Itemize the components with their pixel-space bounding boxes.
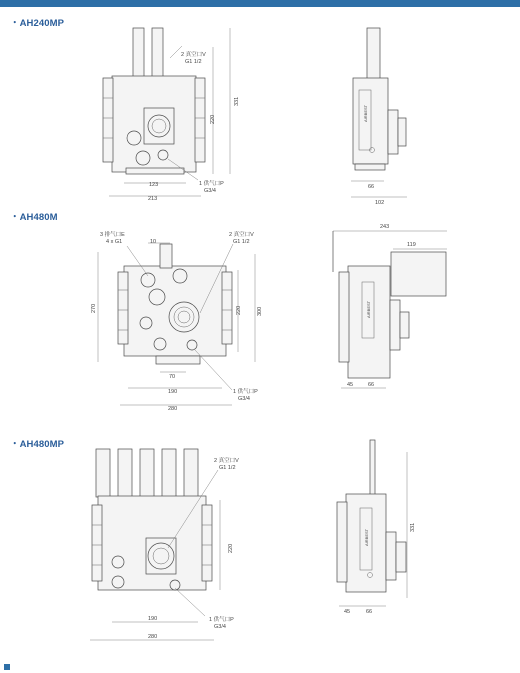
ah480m-dim-10: 10: [150, 239, 157, 245]
ah480m-exhaust-e-label: 3 排气口E: [100, 232, 125, 238]
ah480mp-dim-280: 280: [148, 634, 158, 640]
ah480mp-side-dim-66: 66: [366, 609, 373, 615]
ah480m-dim-70: 70: [169, 374, 176, 380]
page-corner-mark: [4, 664, 10, 670]
ah240mp-front-view: [103, 28, 240, 202]
section-title-ah480mp: ・AH480MP: [10, 439, 65, 450]
ah480m-supply-port-label: 1 供气口P: [233, 389, 258, 395]
ah480m-side-brand: AIRBEST: [366, 300, 371, 318]
ah480mp-supply-thread-label: G3/4: [214, 624, 226, 630]
ah240mp-side-dim-66: 66: [368, 184, 375, 190]
ah480m-side-dim-45: 45: [347, 382, 354, 388]
ah240mp-side-view: [351, 28, 407, 206]
ah480m-side-dim-119: 119: [407, 242, 416, 248]
ah240mp-side-brand: AIRBEST: [363, 104, 368, 122]
ah480mp-supply-port-label: 1 供气口P: [209, 617, 234, 623]
ah480mp-vacuum-port-label: 2 真空口V: [214, 458, 239, 464]
ah480mp-side-view: [337, 440, 416, 615]
section-title-ah240mp: ・AH240MP: [10, 18, 65, 29]
ah480m-side-dim-243: 243: [380, 224, 390, 230]
ah240mp-vacuum-port-label: 2 真空口V: [181, 52, 206, 58]
ah480m-dim-270: 270: [91, 303, 97, 313]
ah480m-vacuum-thread-label: G1 1/2: [233, 239, 250, 245]
ah240mp-dim-220: 220: [210, 114, 216, 124]
ah240mp-exhaust-thread-label: G3/4: [204, 188, 216, 194]
ah480mp-side-dim-331: 331: [410, 522, 416, 532]
ah480m-exhaust-e-thread: 4 x G1: [106, 239, 123, 245]
ah480mp-dim-220: 220: [228, 543, 234, 553]
ah480m-side-dim-66: 66: [368, 382, 375, 388]
ah480m-vacuum-port-label: 2 真空口V: [229, 232, 254, 238]
ah480m-dim-220: 220: [236, 305, 242, 315]
section-title-ah480m: ・AH480M: [10, 212, 58, 223]
ah480m-dim-280: 280: [168, 406, 178, 412]
ah240mp-dim-331: 331: [234, 96, 240, 106]
ah240mp-side-dim-102: 102: [375, 200, 385, 206]
ah240mp-dim-123: 123: [149, 182, 159, 188]
ah480m-side-view: [333, 224, 447, 388]
ah480m-dim-300: 300: [257, 306, 263, 316]
ah480mp-dim-190: 190: [148, 616, 158, 622]
ah480mp-side-dim-45: 45: [344, 609, 351, 615]
ah480mp-vacuum-thread-label: G1 1/2: [219, 465, 236, 471]
ah480m-dim-190: 190: [168, 389, 178, 395]
ah480m-front-view: [91, 230, 263, 412]
ah480mp-front-view: [90, 449, 239, 640]
ah240mp-dim-213: 213: [148, 196, 158, 202]
ah480m-supply-thread-label: G3/4: [238, 396, 250, 402]
ah480mp-side-brand: AIRBEST: [364, 528, 369, 546]
ah240mp-vacuum-thread-label: G1 1/2: [185, 59, 202, 65]
ah240mp-exhaust-port-label: 1 供气口P: [199, 181, 224, 187]
